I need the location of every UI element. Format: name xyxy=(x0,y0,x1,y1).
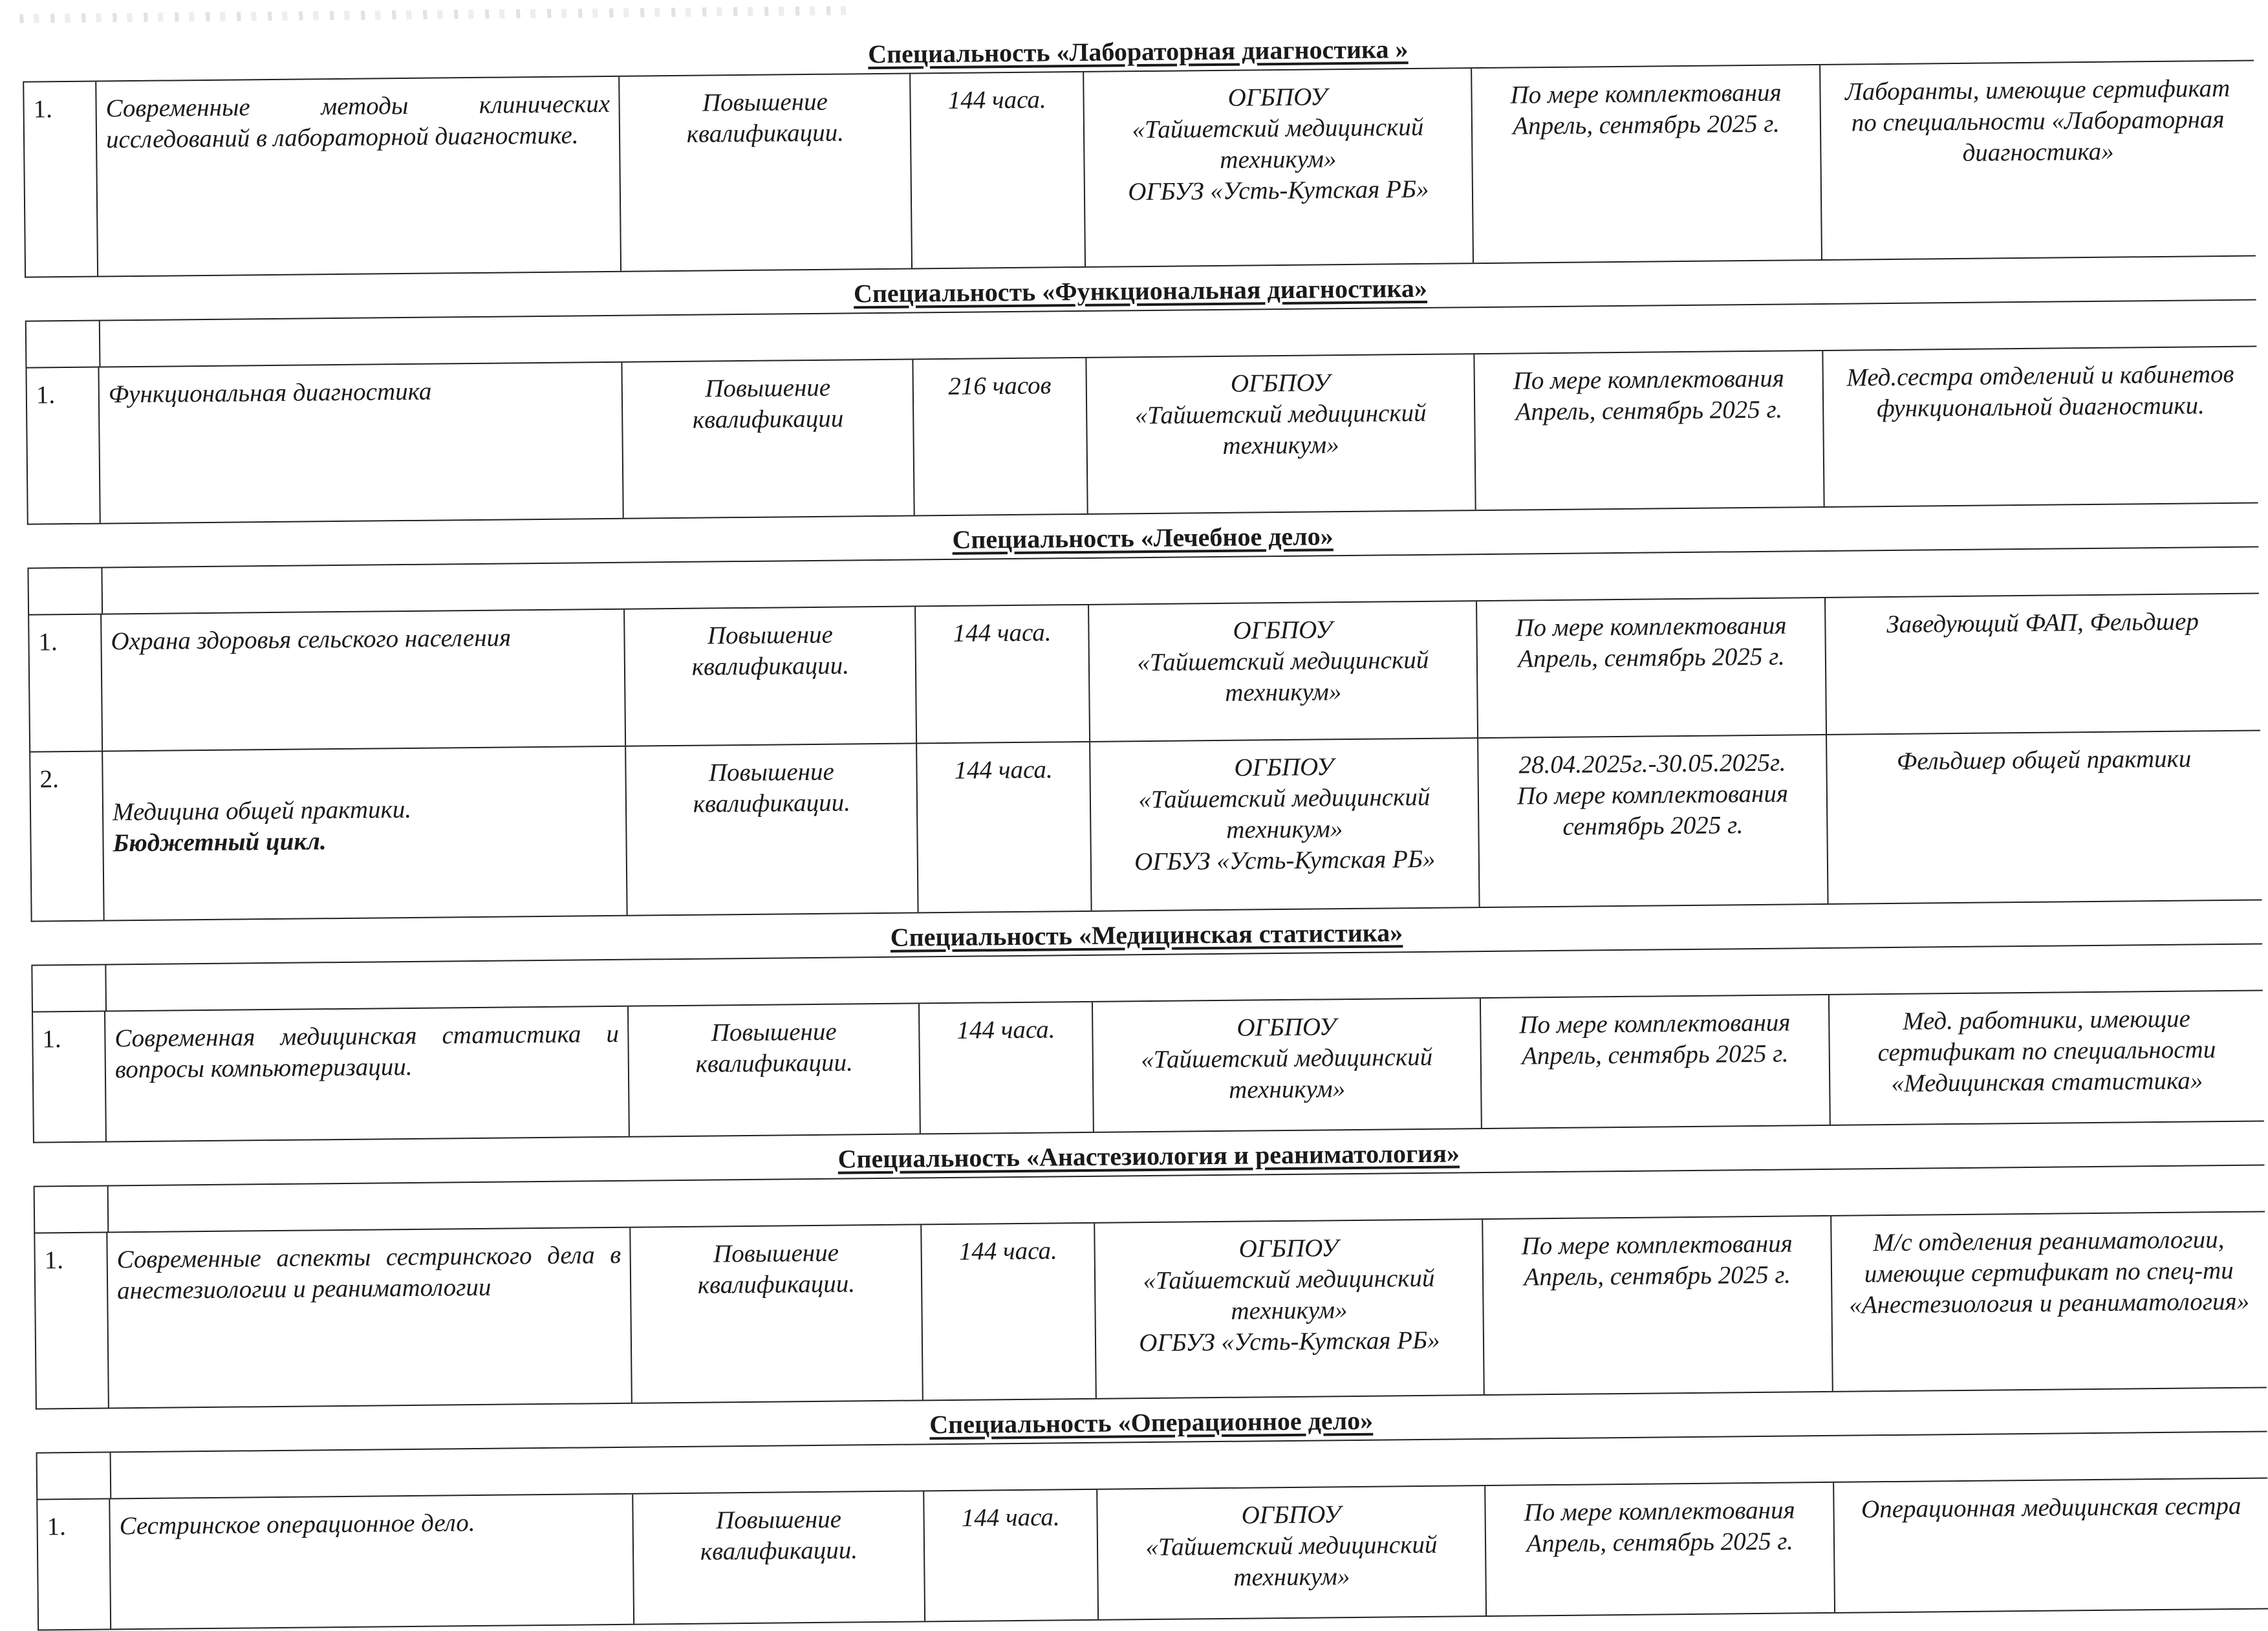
dates-line: По мере комплектования xyxy=(1519,1008,1791,1039)
location-cell xyxy=(1095,1220,1484,1398)
location-line: ОГБУЗ «Усть-Кутская РБ» xyxy=(1139,1326,1440,1357)
location-cell xyxy=(1097,1486,1487,1619)
training-type-cell xyxy=(620,74,913,270)
row-number-cell xyxy=(27,368,100,524)
specialty-heading: Специальность «Функциональная диагностика» xyxy=(853,273,1428,308)
row-number: 1. xyxy=(33,95,53,124)
dates-cell xyxy=(1477,598,1828,737)
spacer-cell xyxy=(35,1186,109,1232)
hours-value: 144 часа. xyxy=(956,1015,1055,1044)
dates-line: По мере комплектования xyxy=(1521,1229,1793,1260)
dates-cell xyxy=(1483,1216,1833,1394)
location-line: ОГБПОУ xyxy=(1233,616,1333,645)
dates-line: По мере комплектования xyxy=(1517,779,1789,810)
dates-cell xyxy=(1472,65,1823,263)
table-row xyxy=(23,61,2256,278)
spacer-cell xyxy=(38,1453,112,1498)
specialty-section xyxy=(23,17,2256,278)
specialty-heading: Специальность «Анастезиология и реаниматология» xyxy=(837,1138,1460,1174)
course-name-cell xyxy=(96,77,621,276)
training-type-cell xyxy=(631,1225,923,1402)
spacer-cell xyxy=(28,568,103,614)
course-name: Современная медицинская статистика и вопросы компьютеризации. xyxy=(114,1019,620,1084)
row-number: 1. xyxy=(36,381,56,409)
training-type: Повышение квалификации. xyxy=(700,1505,858,1566)
location-cell xyxy=(1086,354,1476,513)
training-type: Повышение квалификации. xyxy=(686,87,845,148)
training-type: Повышение квалификации. xyxy=(695,1017,853,1078)
audience-cell xyxy=(1824,347,2258,506)
course-note: Бюджетный цикл. xyxy=(113,827,327,858)
dates-line: сентябрь 2025 г. xyxy=(1562,811,1744,841)
location-line: «Тайшетский медицинский техникум» xyxy=(1141,1042,1433,1104)
dates-line: Апрель, сентябрь 2025 г. xyxy=(1513,109,1780,140)
location-line: ОГБПОУ xyxy=(1241,1500,1341,1529)
row-number: 1. xyxy=(47,1513,67,1541)
dates-line: По мере комплектования xyxy=(1510,78,1782,109)
audience-text: Заведующий ФАП, Фельдшер xyxy=(1886,607,2199,639)
audience-cell xyxy=(1832,1212,2267,1390)
audience-cell xyxy=(1830,991,2263,1124)
location-line: «Тайшетский медицинский техникум» xyxy=(1145,1530,1438,1592)
dates-line: Апрель, сентябрь 2025 г. xyxy=(1526,1527,1793,1558)
row-number-cell xyxy=(33,1012,107,1142)
location-line: ОГБПОУ xyxy=(1234,753,1334,782)
specialty-heading: Специальность «Операционное дело» xyxy=(929,1405,1374,1440)
hours-value: 144 часа. xyxy=(947,85,1046,114)
hours-cell xyxy=(920,1002,1094,1134)
course-name: Современные аспекты сестринского дела в анестезиологии и реаниматологии xyxy=(116,1240,621,1305)
specialty-heading: Специальность «Лечебное дело» xyxy=(952,521,1334,554)
hours-value: 144 часа. xyxy=(954,755,1053,784)
hours-cell xyxy=(922,1224,1096,1400)
spacer-cell xyxy=(27,321,101,367)
course-name: Современные методы клинических исследований в лабораторной диагностике. xyxy=(105,89,610,154)
location-line: «Тайшетский медицинский техникум» xyxy=(1132,113,1424,174)
row-number-cell xyxy=(35,1233,109,1408)
location-cell xyxy=(1090,739,1480,911)
location-cell xyxy=(1093,999,1482,1132)
course-name-cell xyxy=(103,747,628,920)
row-number-cell xyxy=(38,1499,111,1629)
location-cell xyxy=(1084,69,1473,266)
specialty-section xyxy=(33,1121,2267,1409)
table-row xyxy=(29,731,2262,922)
specialty-section xyxy=(31,900,2264,1143)
course-name-cell xyxy=(105,1007,630,1141)
location-line: ОГБПОУ xyxy=(1237,1013,1337,1042)
course-name: Функциональная диагностика xyxy=(108,377,432,409)
location-line: «Тайшетский медицинский техникум» xyxy=(1143,1264,1435,1325)
hours-cell xyxy=(911,72,1086,268)
dates-line: По мере комплектования xyxy=(1515,611,1787,642)
table-row xyxy=(25,347,2258,525)
scan-header-noise xyxy=(19,6,847,23)
location-line: ОГБУЗ «Усть-Кутская РБ» xyxy=(1134,845,1436,876)
training-type: Повышение квалификации xyxy=(692,373,844,434)
audience-text: Лаборанты, имеющие сертификат по специальности «Лабораторная диагностика» xyxy=(1844,74,2230,167)
course-name: Охрана здоровья сельского населения xyxy=(111,623,512,656)
dates-line: 28.04.2025г.-30.05.2025г. xyxy=(1518,748,1786,779)
hours-cell xyxy=(924,1490,1099,1621)
dates-line: Апрель, сентябрь 2025 г. xyxy=(1521,1039,1789,1070)
location-line: «Тайшетский медицинский техникум» xyxy=(1134,398,1427,460)
specialty-heading: Специальность «Лабораторная диагностика » xyxy=(868,34,1409,69)
training-type: Повышение квалификации. xyxy=(691,620,850,681)
row-number: 1. xyxy=(38,628,58,656)
audience-text: Операционная медицинская сестра xyxy=(1861,1491,2241,1524)
course-schedule-table xyxy=(23,17,2268,1631)
location-cell xyxy=(1089,601,1478,741)
course-name-cell xyxy=(107,1228,632,1408)
dates-cell xyxy=(1478,735,1829,907)
location-line: ОГБУЗ «Усть-Кутская РБ» xyxy=(1128,175,1429,206)
training-type: Повышение квалификации. xyxy=(693,757,851,818)
row-number-cell xyxy=(24,82,98,277)
dates-cell xyxy=(1474,351,1825,510)
table-row xyxy=(34,1212,2266,1409)
hours-cell xyxy=(916,605,1090,743)
training-type-cell xyxy=(629,1004,921,1136)
audience-text: Мед. работники, имеющие сертификат по специальности «Медицинская статистика» xyxy=(1877,1004,2216,1098)
row-number-cell xyxy=(29,615,103,751)
specialty-heading: Специальность «Медицинская статистика» xyxy=(890,918,1403,952)
audience-cell xyxy=(1820,61,2255,259)
audience-cell xyxy=(1826,594,2260,734)
audience-text: Фельдшер общей практики xyxy=(1896,744,2192,775)
dates-line: Апрель, сентябрь 2025 г. xyxy=(1515,395,1783,426)
dates-line: По мере комплектования xyxy=(1524,1496,1795,1527)
course-name-cell xyxy=(102,610,626,751)
dates-line: Апрель, сентябрь 2025 г. xyxy=(1517,642,1785,673)
training-type-cell xyxy=(623,360,915,517)
row-number: 1. xyxy=(42,1025,61,1053)
course-name: Сестринское операционное дело. xyxy=(119,1509,475,1540)
row-number-cell xyxy=(30,752,104,921)
hours-value: 144 часа. xyxy=(953,618,1052,647)
course-name-cell xyxy=(110,1495,634,1629)
dates-line: По мере комплектования xyxy=(1513,364,1785,395)
location-line: ОГБПОУ xyxy=(1230,369,1330,398)
hours-cell xyxy=(917,742,1092,913)
hours-value: 216 часов xyxy=(948,371,1052,400)
training-type-cell xyxy=(634,1491,926,1623)
spacer-cell xyxy=(32,965,107,1011)
training-type: Повышение квалификации. xyxy=(697,1238,856,1299)
specialty-section xyxy=(36,1388,2268,1630)
location-line: «Тайшетский медицинский техникум» xyxy=(1137,645,1429,707)
hours-value: 144 часа. xyxy=(958,1237,1057,1266)
audience-text: Мед.сестра отделений и кабинетов функциональной диагностики. xyxy=(1846,360,2234,423)
training-type-cell xyxy=(625,607,918,745)
location-line: ОГБПОУ xyxy=(1227,83,1328,112)
course-name: Медицина общей практики. xyxy=(112,795,412,826)
row-number: 1. xyxy=(44,1246,64,1275)
course-name-cell xyxy=(99,363,624,523)
specialty-section xyxy=(25,257,2258,525)
hours-cell xyxy=(914,358,1088,515)
table-row xyxy=(28,594,2260,753)
location-line: ОГБПОУ xyxy=(1238,1234,1339,1263)
audience-text: М/с отделения реаниматологии, имеющие сертификат по спец-ти «Анестезиология и реаниматология» xyxy=(1849,1226,2250,1319)
location-line: «Тайшетский медицинский техникум» xyxy=(1138,783,1431,844)
dates-cell xyxy=(1481,995,1831,1128)
specialty-section xyxy=(27,504,2262,922)
audience-cell xyxy=(1827,731,2262,903)
row-number: 2. xyxy=(39,765,59,794)
training-type-cell xyxy=(627,744,919,914)
audience-cell xyxy=(1835,1478,2268,1612)
dates-line: Апрель, сентябрь 2025 г. xyxy=(1524,1260,1791,1291)
table-row xyxy=(36,1478,2268,1630)
hours-value: 144 часа. xyxy=(961,1503,1060,1532)
dates-cell xyxy=(1485,1483,1836,1615)
table-row xyxy=(32,991,2264,1143)
